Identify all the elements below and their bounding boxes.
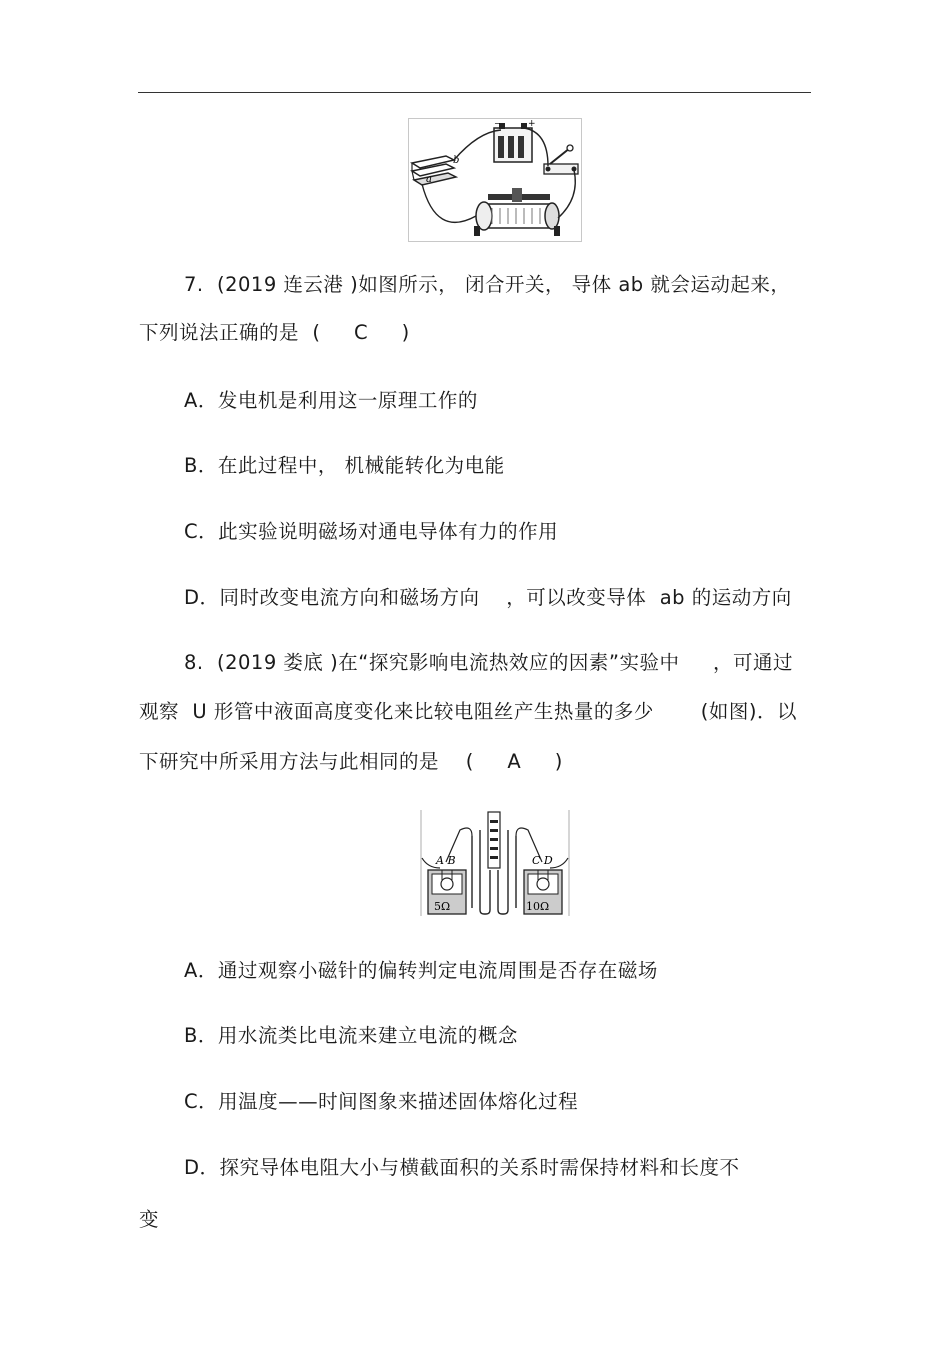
label-a: a [426,174,432,185]
q8-option-a: A．通过观察小磁针的偏转判定电流周围是否存在磁场 [184,959,658,982]
q7-option-c: C．此实验说明磁场对通电导体有力的作用 [184,520,559,543]
scale-ruler-icon [488,812,500,868]
header-rule [138,92,811,93]
resistor-10-label: 10Ω [526,900,550,913]
motor-circuit-figure [408,118,582,242]
q8-stem-line3: 下研究中所采用方法与此相同的是 ( A ) [139,750,563,773]
label-cd: C D [532,854,553,867]
q7-option-b: B．在此过程中， 机械能转化为电能 [184,454,505,477]
q8-option-c: C．用温度——时间图象来描述固体熔化过程 [184,1090,579,1113]
q7-stem-line1: 7. (2019 连云港 )如图所示， 闭合开关， 导体 ab 就会运动起来， [184,273,791,296]
q8-option-d: D．探究导体电阻大小与横截面积的关系时需保持材料和长度不 [184,1156,740,1179]
q8-stem-line2: 观察 U 形管中液面高度变化来比较电阻丝产生热量的多少 (如图)．以 [139,700,797,723]
label-ab: A B [436,854,456,867]
u-tube-figure [420,810,570,916]
resistor-5-label: 5Ω [434,900,451,913]
q8-option-b: B．用水流类比电流来建立电流的概念 [184,1024,518,1047]
q8-option-d-wrap: 变 [139,1208,160,1231]
q8-stem-line1: 8. (2019 娄底 )在“探究影响电流热效应的因素”实验中 ，可通过 [184,651,793,674]
battery-minus-label: − [494,119,501,128]
q7-option-d: D．同时改变电流方向和磁场方向 ，可以改变导体 ab 的运动方向 [184,586,792,609]
q7-stem-line2: 下列说法正确的是 ( C ) [139,321,410,344]
label-b: b [453,155,460,166]
battery-plus-label: + [528,119,536,129]
q7-option-a: A．发电机是利用这一原理工作的 [184,389,478,412]
